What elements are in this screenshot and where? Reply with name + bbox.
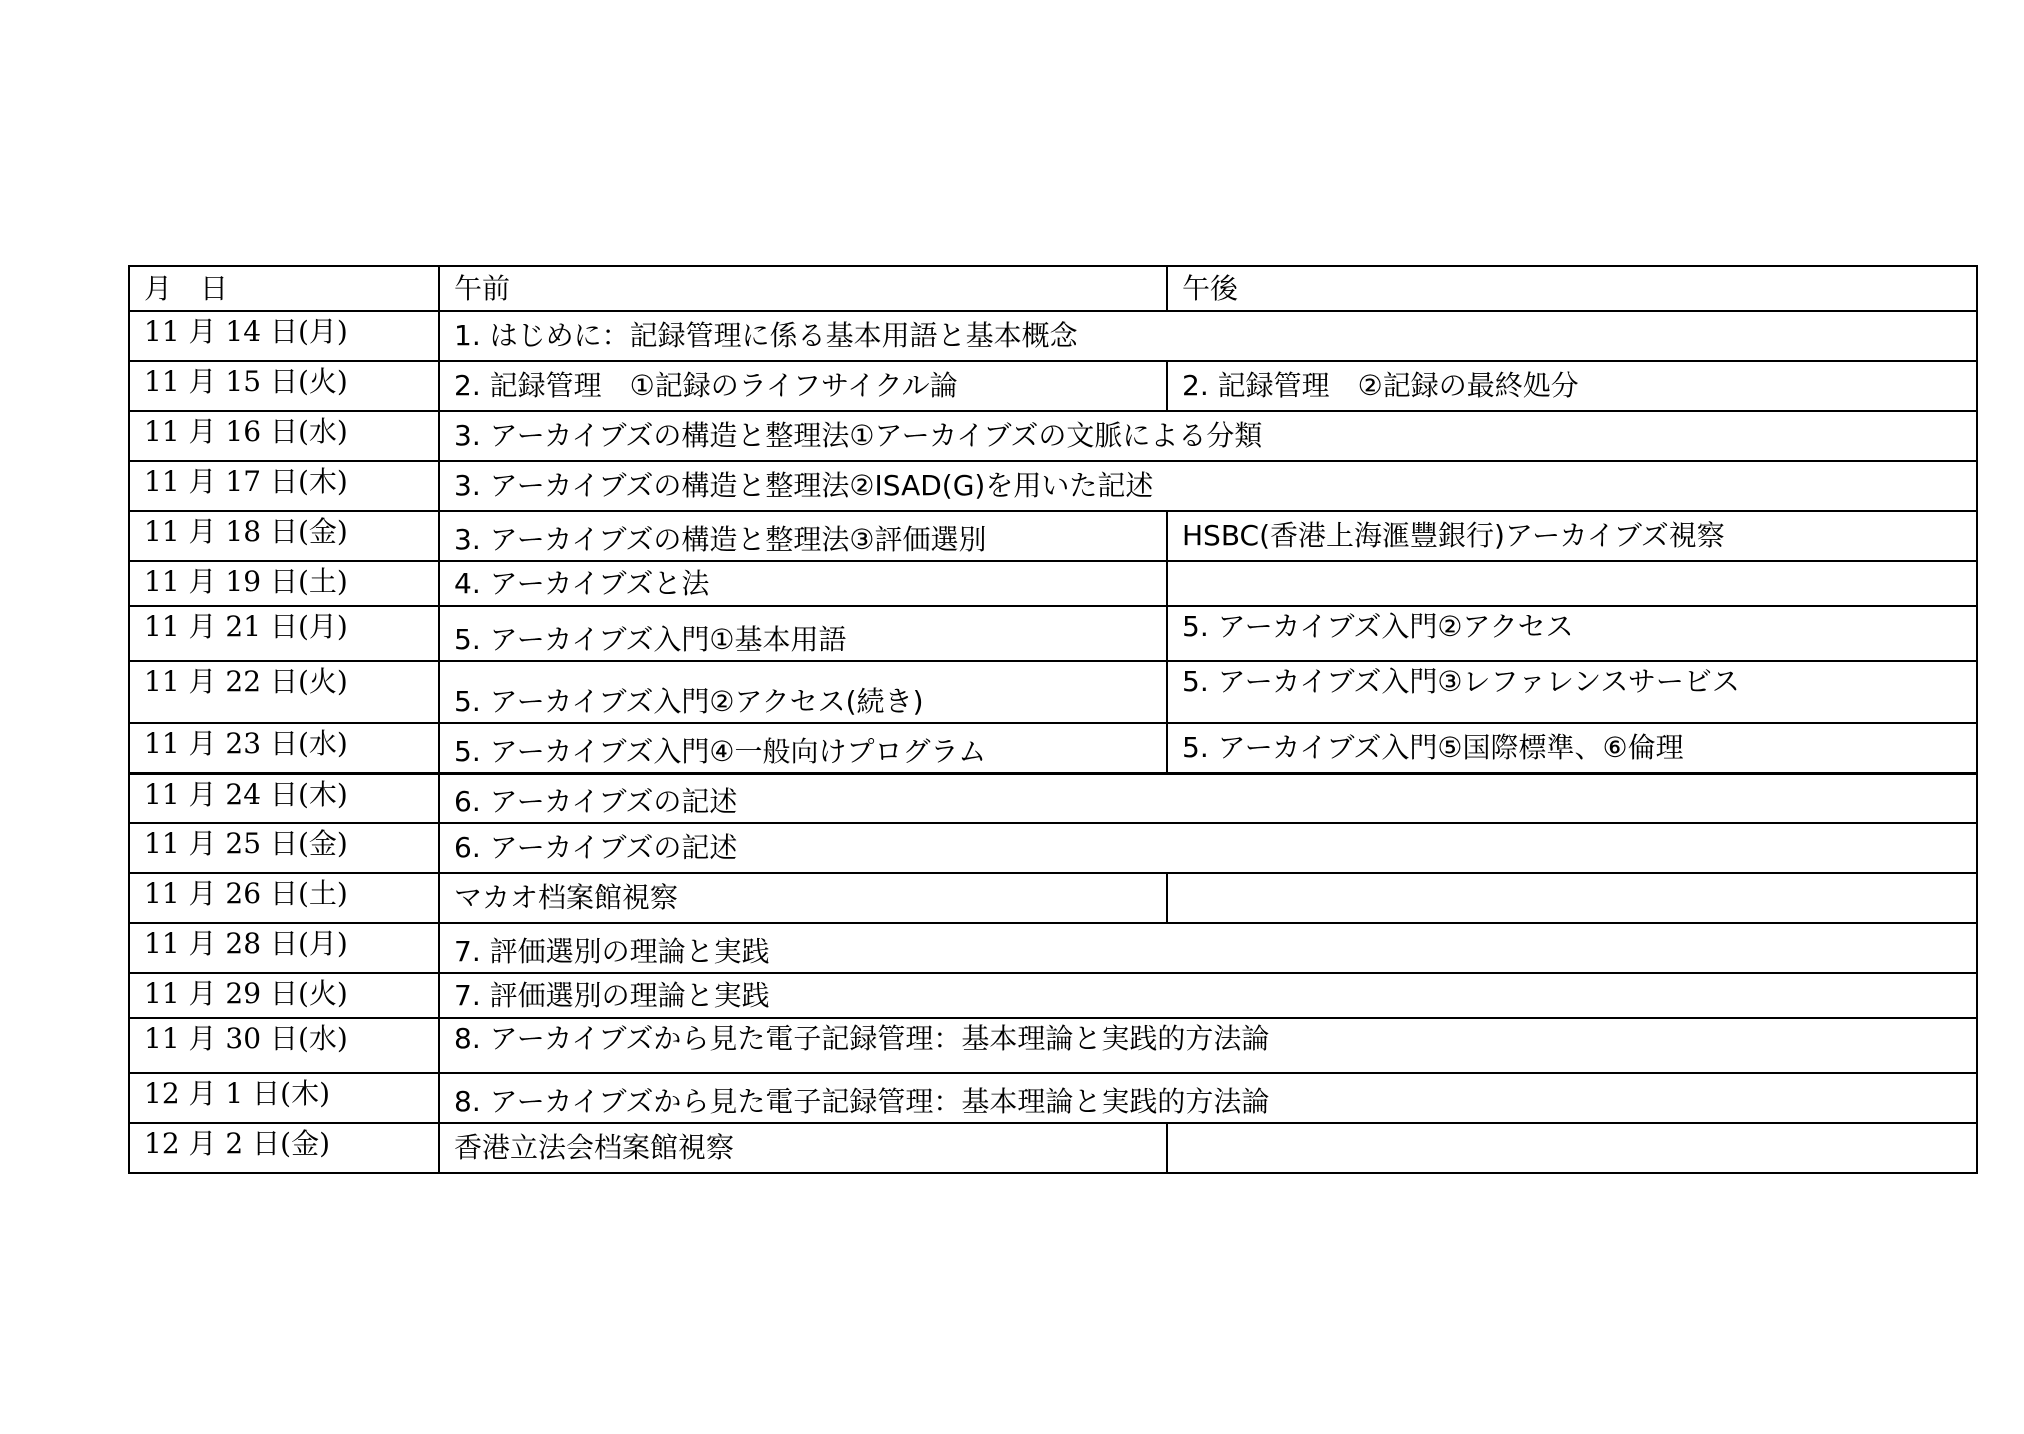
full-day-cell: 1. はじめに：記録管理に係る基本用語と基本概念 — [439, 311, 1977, 361]
afternoon-cell — [1167, 561, 1977, 606]
morning-cell: 5. アーカイブズ入門①基本用語 — [439, 606, 1167, 661]
morning-cell: 2. 記録管理 ①記録のライフサイクル論 — [439, 361, 1167, 411]
table-row — [129, 1018, 1977, 1073]
full-day-cell: 8. アーカイブズから見た電子記録管理：基本理論と実践的方法論 — [439, 1018, 1977, 1073]
date-cell: 11 月 22 日(火) — [129, 661, 439, 723]
full-day-cell: 8. アーカイブズから見た電子記録管理：基本理論と実践的方法論 — [439, 1073, 1977, 1123]
table-row — [129, 773, 1977, 823]
morning-cell: マカオ档案館視察 — [439, 873, 1167, 923]
date-cell: 11 月 18 日(金) — [129, 511, 439, 561]
full-day-cell: 7. 評価選別の理論と実践 — [439, 923, 1977, 973]
morning-cell: 香港立法会档案館視察 — [439, 1123, 1167, 1173]
morning-cell: 5. アーカイブズ入門②アクセス(続き) — [439, 661, 1167, 723]
date-cell: 12 月 1 日(木) — [129, 1073, 439, 1123]
schedule-table — [128, 265, 1978, 1174]
date-cell: 11 月 19 日(土) — [129, 561, 439, 606]
table-row — [129, 723, 1977, 773]
header-row — [129, 266, 1977, 311]
full-day-cell: 7. 評価選別の理論と実践 — [439, 973, 1977, 1018]
table-row — [129, 973, 1977, 1018]
date-cell: 11 月 14 日(月) — [129, 311, 439, 361]
morning-cell: 5. アーカイブズ入門④一般向けプログラム — [439, 723, 1167, 773]
table-row — [129, 411, 1977, 461]
table-row — [129, 311, 1977, 361]
afternoon-cell: HSBC(香港上海滙豐銀行)アーカイブズ視察 — [1167, 511, 1977, 561]
table-row — [129, 511, 1977, 561]
afternoon-cell: 5. アーカイブズ入門③レファレンスサービス — [1167, 661, 1977, 723]
date-cell: 11 月 17 日(木) — [129, 461, 439, 511]
date-cell: 11 月 30 日(水) — [129, 1018, 439, 1073]
date-cell: 11 月 26 日(土) — [129, 873, 439, 923]
header-afternoon: 午後 — [1167, 266, 1977, 311]
afternoon-cell: 5. アーカイブズ入門⑤国際標準、⑥倫理 — [1167, 723, 1977, 773]
date-cell: 11 月 29 日(火) — [129, 973, 439, 1018]
table-row — [129, 461, 1977, 511]
date-cell: 12 月 2 日(金) — [129, 1123, 439, 1173]
date-cell: 11 月 21 日(月) — [129, 606, 439, 661]
table-row — [129, 923, 1977, 973]
morning-cell: 4. アーカイブズと法 — [439, 561, 1167, 606]
date-cell: 11 月 15 日(火) — [129, 361, 439, 411]
date-cell: 11 月 23 日(水) — [129, 723, 439, 773]
morning-cell: 3. アーカイブズの構造と整理法③評価選別 — [439, 511, 1167, 561]
afternoon-cell: 2. 記録管理 ②記録の最終処分 — [1167, 361, 1977, 411]
afternoon-cell: 5. アーカイブズ入門②アクセス — [1167, 606, 1977, 661]
full-day-cell: 6. アーカイブズの記述 — [439, 773, 1977, 823]
header-date: 月 日 — [129, 266, 439, 311]
table-row — [129, 561, 1977, 606]
full-day-cell: 3. アーカイブズの構造と整理法①アーカイブズの文脈による分類 — [439, 411, 1977, 461]
table-row — [129, 1123, 1977, 1173]
full-day-cell: 6. アーカイブズの記述 — [439, 823, 1977, 873]
table-row — [129, 661, 1977, 723]
table-row — [129, 361, 1977, 411]
table-row — [129, 823, 1977, 873]
afternoon-cell — [1167, 873, 1977, 923]
date-cell: 11 月 16 日(水) — [129, 411, 439, 461]
afternoon-cell — [1167, 1123, 1977, 1173]
date-cell: 11 月 24 日(木) — [129, 773, 439, 823]
full-day-cell: 3. アーカイブズの構造と整理法②ISAD(G)を用いた記述 — [439, 461, 1977, 511]
date-cell: 11 月 28 日(月) — [129, 923, 439, 973]
table-row — [129, 873, 1977, 923]
table-row — [129, 606, 1977, 661]
header-morning: 午前 — [439, 266, 1167, 311]
date-cell: 11 月 25 日(金) — [129, 823, 439, 873]
table-row — [129, 1073, 1977, 1123]
